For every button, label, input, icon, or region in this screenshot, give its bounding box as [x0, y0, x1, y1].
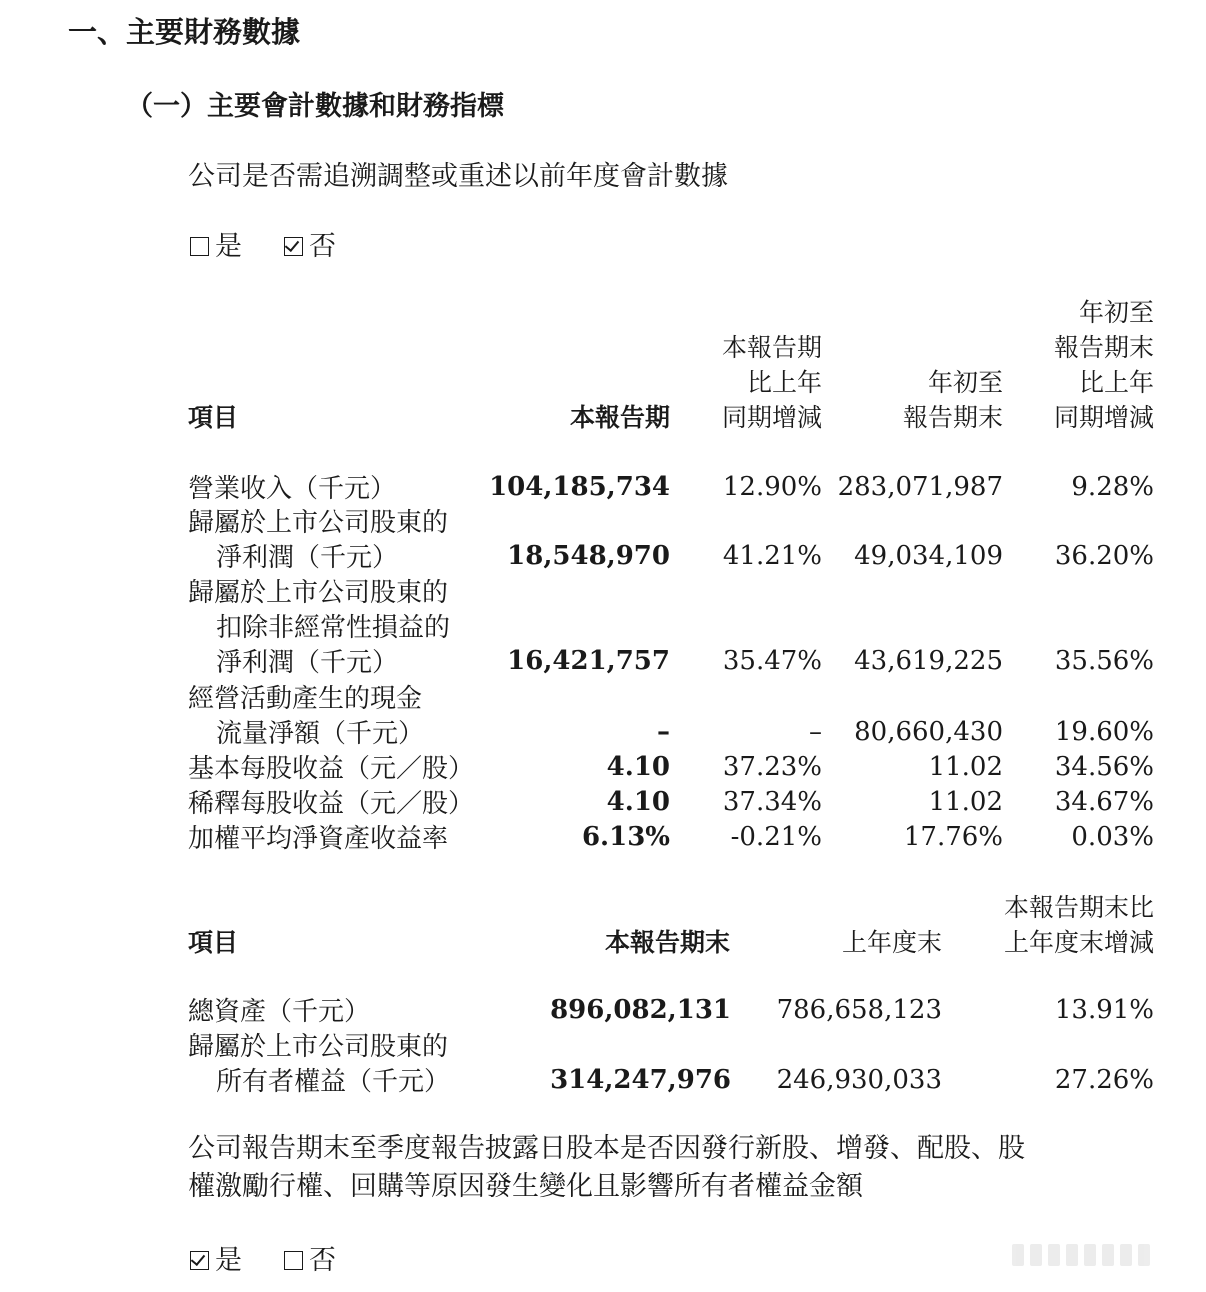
t1-row-adjusted-netprofit-label: 歸屬於上市公司股東的 扣除非經常性損益的 淨利潤（千元） [188, 578, 451, 678]
t1-row-roe-current: 6.13% [581, 822, 670, 852]
t2-row-total-assets-label: 總資產（千元） [188, 997, 371, 1027]
t1-row-revenue-ytd-change: 9.28% [1071, 472, 1154, 502]
share-change-choice-yes[interactable]: 是 [190, 1238, 242, 1277]
checkbox-checked-icon [284, 237, 303, 256]
t1-row-adjusted-netprofit-ytd: 43,619,225 [854, 646, 1003, 676]
t1-row-revenue-ytd: 283,071,987 [837, 472, 1003, 502]
restate-question: 公司是否需追溯調整或重述以前年度會計數據 [188, 161, 728, 192]
t2-row-total-assets-prior-year-end: 786,658,123 [776, 995, 942, 1025]
t1-row-roe-ytd: 17.76% [903, 822, 1003, 852]
t1-row-diluted-eps-current: 4.10 [606, 787, 670, 817]
t1-header-current-change: 本報告期 比上年 同期增減 [721, 333, 822, 432]
t1-row-netprofit-current-change: 41.21% [722, 541, 822, 571]
t2-header-item: 項目 [188, 928, 239, 957]
t1-row-cashflow-ytd: 80,660,430 [854, 717, 1003, 747]
t1-row-adjusted-netprofit-current-change: 35.47% [722, 646, 822, 676]
t1-row-netprofit-current: 18,548,970 [507, 541, 670, 571]
t1-row-roe-current-change: -0.21% [730, 822, 822, 852]
t2-row-total-assets-change: 13.91% [1054, 995, 1154, 1025]
t1-row-roe-ytd-change: 0.03% [1071, 822, 1154, 852]
t1-row-cashflow-current-change: – [809, 717, 822, 747]
t2-row-equity-period-end: 314,247,976 [550, 1065, 731, 1095]
t1-row-diluted-eps-current-change: 37.34% [722, 787, 822, 817]
t1-row-diluted-eps-ytd: 11.02 [928, 787, 1003, 817]
t1-row-cashflow-current: – [657, 717, 670, 747]
t2-row-total-assets-period-end: 896,082,131 [550, 995, 731, 1025]
t1-row-diluted-eps-ytd-change: 34.67% [1054, 787, 1154, 817]
t2-row-equity-change: 27.26% [1054, 1065, 1154, 1095]
t1-row-basic-eps-ytd-change: 34.56% [1054, 752, 1154, 782]
watermark-logo [1012, 1244, 1192, 1278]
t1-row-adjusted-netprofit-current: 16,421,757 [507, 646, 670, 676]
t1-row-netprofit-ytd: 49,034,109 [854, 541, 1003, 571]
t1-row-adjusted-netprofit-ytd-change: 35.56% [1054, 646, 1154, 676]
t2-header-prior-year-end: 上年度末 [841, 928, 942, 957]
t1-row-cashflow-ytd-change: 19.60% [1054, 717, 1154, 747]
t2-row-equity-prior-year-end: 246,930,033 [776, 1065, 942, 1095]
t1-row-roe-label: 加權平均淨資產收益率 [188, 824, 449, 854]
t2-header-period-end: 本報告期末 [604, 928, 730, 957]
t1-row-netprofit-label: 歸屬於上市公司股東的 淨利潤（千元） [188, 508, 449, 573]
t2-row-equity-label: 歸屬於上市公司股東的 所有者權益（千元） [188, 1032, 451, 1097]
t1-row-revenue-label: 營業收入（千元） [188, 474, 397, 504]
t1-row-cashflow-label: 經營活動產生的現金 流量淨額（千元） [188, 684, 425, 749]
share-change-choice-no[interactable]: 否 [284, 1238, 336, 1277]
restate-choice-no[interactable]: 否 [284, 224, 336, 263]
t1-header-ytd: 年初至 報告期末 [902, 368, 1003, 432]
section-title: 一、主要財務數據 [68, 15, 301, 49]
checkbox-unchecked-icon [190, 237, 209, 256]
checkbox-checked-icon [190, 1251, 209, 1270]
checkbox-unchecked-icon [284, 1251, 303, 1270]
t1-row-basic-eps-label: 基本每股收益（元／股） [188, 754, 475, 784]
t1-header-current: 本報告期 [569, 403, 670, 432]
t1-header-item: 項目 [188, 403, 239, 432]
subsection-title: （一）主要會計數據和財務指標 [126, 91, 504, 122]
t2-header-change: 本報告期末比 上年度末增減 [1003, 893, 1154, 957]
t1-row-diluted-eps-label: 稀釋每股收益（元／股） [188, 789, 475, 819]
restate-choice-yes[interactable]: 是 [190, 224, 242, 263]
t1-row-revenue-current-change: 12.90% [722, 472, 822, 502]
t1-row-basic-eps-ytd: 11.02 [928, 752, 1003, 782]
t1-row-revenue-current: 104,185,734 [489, 472, 670, 502]
t1-header-ytd-change: 年初至 報告期末 比上年 同期增減 [1053, 298, 1154, 432]
share-change-question: 公司報告期末至季度報告披露日股本是否因發行新股、增發、配股、股 權激勵行權、回購等原因發生變化且影響所有者權益金額 [188, 1133, 1025, 1202]
t1-row-netprofit-ytd-change: 36.20% [1054, 541, 1154, 571]
t1-row-basic-eps-current: 4.10 [606, 752, 670, 782]
t1-row-basic-eps-current-change: 37.23% [722, 752, 822, 782]
